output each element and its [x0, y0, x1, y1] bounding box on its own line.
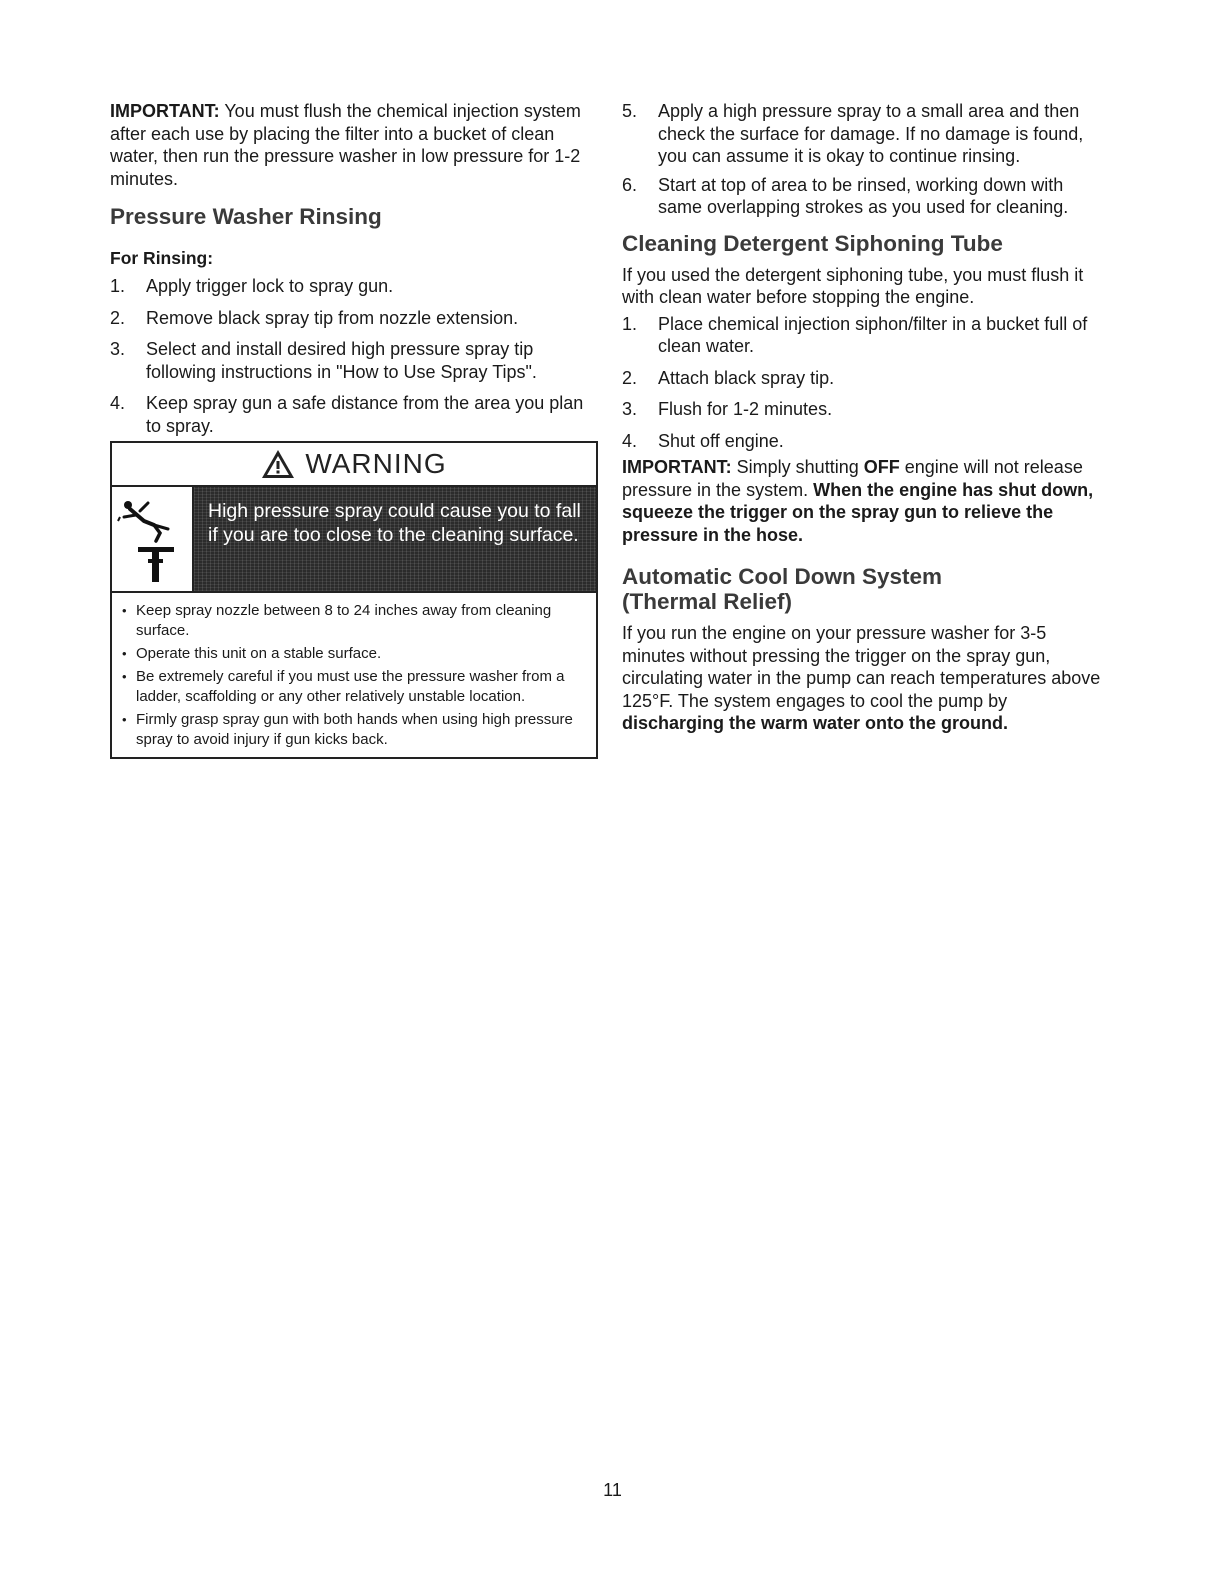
warning-bullets	[112, 593, 596, 757]
warning-box	[110, 441, 598, 759]
step-number: 4.	[110, 393, 126, 413]
important-text: You must flush the chemical injection system after each use by placing the filter into a bucket of clean water, then run the pressure washer in low pressure for 1-2 minutes.	[110, 101, 581, 189]
step-text: Start at top of area to be rinsed, working down with same overlapping strokes as you used for cleaning.	[658, 174, 1069, 217]
step-number: 2.	[622, 367, 638, 388]
cool-bold-text: discharging the warm water onto the ground.	[622, 713, 1009, 733]
step-text: Apply trigger lock to spray gun.	[146, 276, 394, 296]
hazard-line-2: if you are too close to the cleaning surface.	[208, 524, 579, 546]
rinsing-steps	[110, 275, 600, 437]
step-number: 6.	[622, 174, 638, 195]
off-label: OFF	[863, 457, 900, 477]
step-text: Flush for 1-2 minutes.	[658, 399, 833, 419]
list-item	[622, 174, 1112, 219]
step-number: 2.	[110, 307, 126, 328]
step-number: 1.	[622, 313, 638, 334]
for-rinsing-label: For Rinsing:	[110, 248, 214, 268]
cool-down-heading-line-2: (Thermal Relief)	[622, 589, 793, 614]
warning-title: WARNING	[305, 448, 447, 479]
list-item: • Operate this unit on a stable surface.	[122, 644, 586, 664]
cool-down-heading	[622, 564, 1112, 614]
step-text: Remove black spray tip from nozzle extension.	[146, 307, 519, 328]
left-column	[110, 100, 600, 759]
step-number: 1.	[110, 276, 126, 296]
cool-down-heading-line-1: Automatic Cool Down System	[622, 564, 943, 589]
warning-triangle-icon	[261, 449, 295, 479]
important-label-2: IMPORTANT:	[622, 457, 732, 477]
list-item	[622, 100, 1112, 168]
siphon-heading: Cleaning Detergent Siphoning Tube	[622, 230, 1003, 256]
right-column	[622, 100, 1112, 735]
step-number: 3.	[110, 339, 126, 359]
list-item: • Be extremely careful if you must use the pressure washer from a ladder, scaffolding or any other relatively unstable location.	[122, 667, 586, 707]
list-item	[622, 398, 1112, 421]
list-item	[622, 367, 1112, 390]
step-text: Place chemical injection siphon/filter in a bucket full of clean water.	[658, 313, 1088, 356]
step-number: 4.	[622, 430, 638, 451]
list-item	[110, 392, 600, 437]
step-text: Apply a high pressure spray to a small area and then check the surface for damage. If no damage is found, you can assume it is okay to continue rinsing.	[658, 101, 1084, 166]
important-label: IMPORTANT:	[110, 101, 220, 121]
list-item	[110, 275, 600, 298]
hazard-line-1: High pressure spray could cause you to fall	[208, 500, 581, 522]
page-number: 11	[603, 1480, 622, 1500]
list-item: • Firmly grasp spray gun with both hands when using high pressure spray to avoid injury if gun kicks back.	[122, 710, 586, 750]
fall-hazard-icon	[112, 487, 194, 591]
cool-down-text	[622, 622, 1112, 735]
important-text-b: engine will not release pressure in the system.	[622, 457, 1083, 500]
list-item	[622, 430, 1112, 453]
list-item: • Keep spray nozzle between 8 to 24 inches away from cleaning surface.	[122, 601, 586, 641]
step-number: 5.	[622, 101, 638, 121]
important-bold-text: When the engine has shut down, squeeze the trigger on the spray gun to relieve the pressure in the hose.	[622, 479, 1094, 545]
step-number: 3.	[622, 399, 638, 419]
important-text-a: Simply shutting	[731, 457, 864, 477]
list-item	[110, 307, 600, 330]
step-text: Shut off engine.	[658, 430, 784, 451]
siphon-intro: If you used the detergent siphoning tube, you must flush it with clean water before stopping the engine.	[622, 264, 1084, 307]
list-item	[110, 338, 600, 383]
warning-header	[112, 443, 596, 487]
step-text: Select and install desired high pressure spray tip following instructions in "How to Use Spray Tips".	[146, 339, 537, 382]
list-item	[622, 313, 1112, 358]
rinsing-steps-continued	[622, 100, 1112, 219]
important-note-2	[622, 456, 1112, 546]
siphon-steps	[622, 313, 1112, 453]
important-note	[110, 100, 600, 190]
step-text: Keep spray gun a safe distance from the area you plan to spray.	[146, 393, 584, 436]
warning-hazard-row	[112, 487, 596, 593]
hazard-message	[194, 487, 596, 591]
cool-text: If you run the engine on your pressure washer for 3-5 minutes without pressing the trigger on the spray gun, circulating water in the pump can reach temperatures above 125°F. The system engages to cool the pump by	[622, 623, 1101, 711]
rinsing-heading: Pressure Washer Rinsing	[110, 204, 382, 229]
step-text: Attach black spray tip.	[658, 367, 835, 388]
